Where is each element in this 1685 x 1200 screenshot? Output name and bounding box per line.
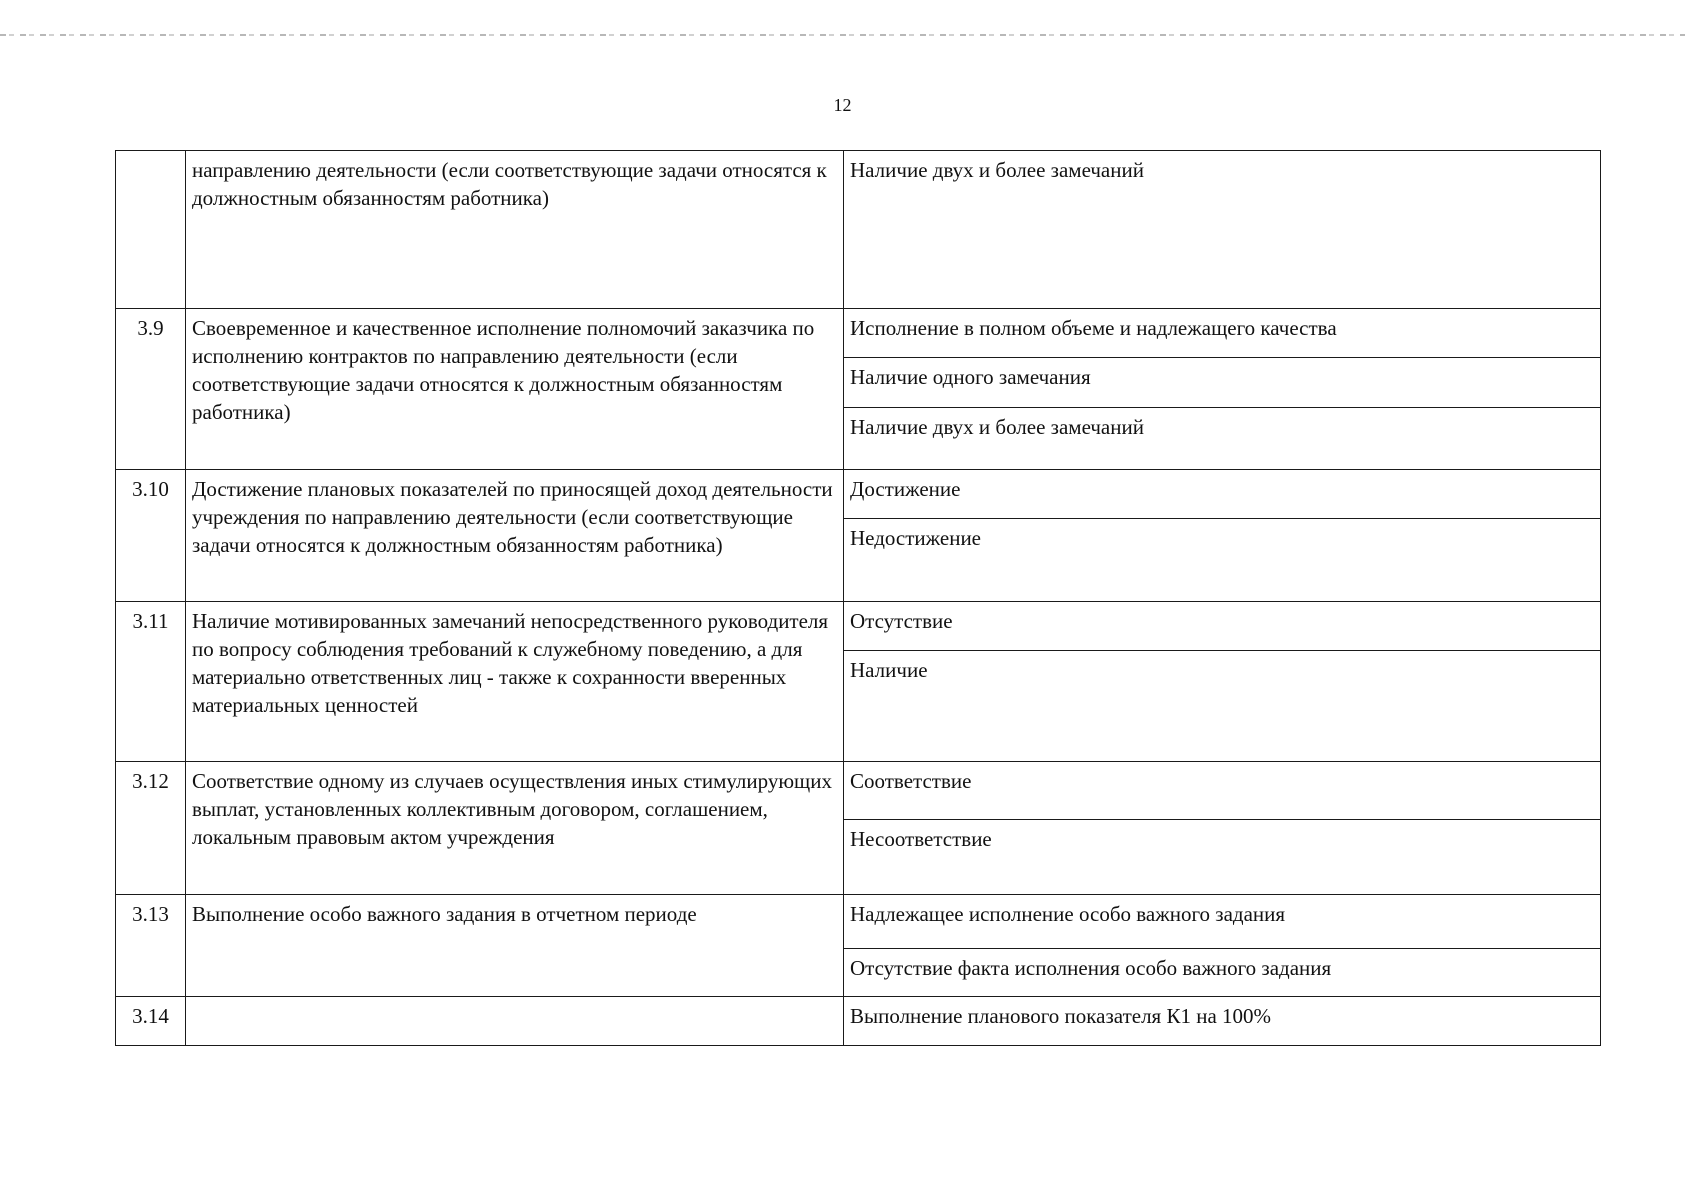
row-number: 3.10 <box>116 470 186 602</box>
criterion-value: Несоответствие <box>844 820 1601 895</box>
criterion-description: Своевременное и качественное исполнение полномочий заказчика по исполнению контрактов по направлению деятельности (если соответствующие задачи относятся к должностным обязанностям работника) <box>186 309 844 470</box>
table-row <box>116 151 1601 309</box>
criterion-description: Выполнение особо важного задания в отчетном периоде <box>186 895 844 997</box>
table-row <box>116 309 1601 358</box>
row-number: 3.11 <box>116 602 186 762</box>
criterion-value: Наличие двух и более замечаний <box>844 408 1601 470</box>
page-number: 12 <box>833 95 852 115</box>
criterion-description <box>186 997 844 1046</box>
table-row <box>116 895 1601 949</box>
table-row <box>116 762 1601 820</box>
criterion-description: Наличие мотивированных замечаний непосредственного руководителя по вопросу соблюдения требований к служебному поведению, а для материально ответственных лиц - также к сохранности вверенных материальных ценностей <box>186 602 844 762</box>
row-number <box>116 151 186 309</box>
criterion-value: Выполнение планового показателя К1 на 100% <box>844 997 1601 1046</box>
criterion-value: Соответствие <box>844 762 1601 820</box>
criterion-value: Наличие <box>844 651 1601 762</box>
table-row <box>116 470 1601 519</box>
criteria-table <box>115 150 1601 1046</box>
criterion-value: Наличие одного замечания <box>844 358 1601 408</box>
criterion-value: Отсутствие факта исполнения особо важного задания <box>844 949 1601 997</box>
row-number: 3.9 <box>116 309 186 470</box>
scan-edge-artifact <box>0 34 1685 36</box>
criterion-value: Надлежащее исполнение особо важного задания <box>844 895 1601 949</box>
table-row <box>116 997 1601 1046</box>
row-number: 3.13 <box>116 895 186 997</box>
criterion-value: Наличие двух и более замечаний <box>844 151 1601 309</box>
criterion-description: направлению деятельности (если соответствующие задачи относятся к должностным обязанностям работника) <box>186 151 844 309</box>
criterion-value: Исполнение в полном объеме и надлежащего качества <box>844 309 1601 358</box>
criterion-description: Соответствие одному из случаев осуществления иных стимулирующих выплат, установленных коллективным договором, соглашением, локальным правовым актом учреждения <box>186 762 844 895</box>
criterion-value: Отсутствие <box>844 602 1601 651</box>
row-number: 3.14 <box>116 997 186 1046</box>
criterion-description: Достижение плановых показателей по приносящей доход деятельности учреждения по направлению деятельности (если соответствующие задачи относятся к должностным обязанностям работника) <box>186 470 844 602</box>
row-number: 3.12 <box>116 762 186 895</box>
table-row <box>116 602 1601 651</box>
criterion-value: Достижение <box>844 470 1601 519</box>
criterion-value: Недостижение <box>844 519 1601 602</box>
